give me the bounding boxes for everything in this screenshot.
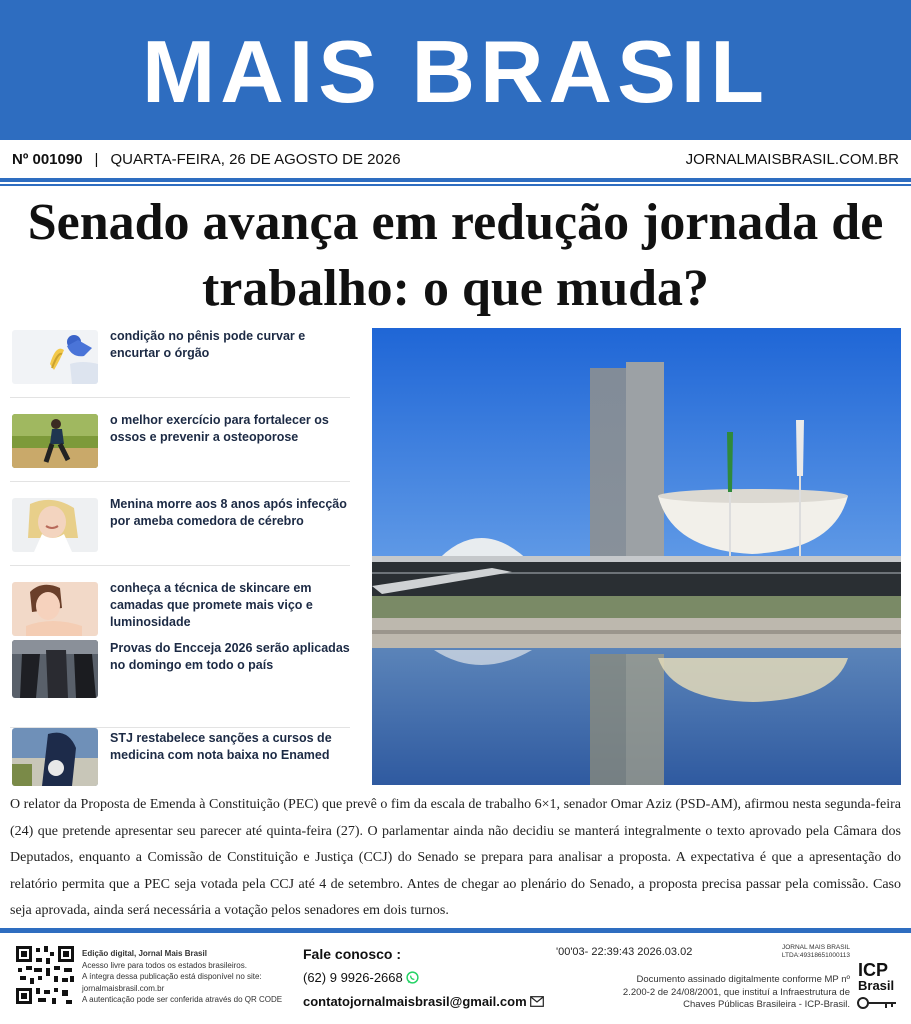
edition-number: Nº 001090	[12, 151, 83, 168]
info-separator: |	[94, 151, 99, 168]
news-item[interactable]	[10, 728, 355, 800]
list-divider	[10, 397, 350, 398]
contact-phone[interactable]	[303, 970, 558, 985]
edition-line[interactable]: jornalmaisbrasil.com.br	[82, 983, 165, 993]
icp-logo-subtext: Brasil	[858, 978, 895, 993]
news-item[interactable]	[10, 326, 355, 398]
edition-date: QUARTA-FEIRA, 26 DE AGOSTO DE 2026	[110, 151, 401, 168]
digital-edition-info	[82, 948, 302, 1006]
footer	[0, 934, 911, 1024]
news-thumbnail	[12, 582, 98, 636]
news-item[interactable]	[10, 410, 355, 482]
header-rule	[0, 178, 911, 182]
signer-info	[782, 944, 850, 960]
signature-statement	[580, 974, 850, 1012]
key-icon	[856, 995, 900, 1011]
header-rule-thin	[0, 184, 911, 186]
info-bar	[0, 140, 911, 178]
edition-title: Edição digital, Jornal Mais Brasil	[82, 949, 207, 958]
whatsapp-icon	[406, 970, 419, 985]
footer-rule	[0, 928, 911, 933]
edition-info	[12, 151, 401, 168]
edition-line: Acesso livre para todos os estados brasileiros.	[82, 960, 247, 970]
signature-line: Documento assinado digitalmente conforme MP nº	[636, 974, 850, 985]
news-thumbnail	[12, 640, 98, 698]
news-headline[interactable]: Provas do Encceja 2026 serão aplicadas no domingo em todo o país	[110, 641, 350, 672]
contact-title: Fale conosco :	[303, 946, 402, 962]
contact-email[interactable]	[303, 994, 558, 1009]
news-headline[interactable]: o melhor exercício para fortalecer os ossos e prevenir a osteoporose	[110, 413, 329, 444]
list-divider	[10, 565, 350, 566]
signature-line: 2.200-2 de 24/08/2001, que instituí a Infraestrutura de	[622, 986, 850, 998]
edition-line: A íntegra dessa publicação está disponível no site:	[82, 972, 262, 981]
signer-id: LTDA:49318651000113	[781, 952, 850, 959]
edition-line: A autenticação pode ser conferida através do QR CODE	[82, 995, 283, 1004]
news-thumbnail	[12, 414, 98, 468]
article-body: O relator da Proposta de Emenda à Constituição (PEC) que prevê o fim da escala de trabalho 6×1, senador Omar Aziz (PSD-AM), afirmou nesta segunda-feira (24) que pretende apresentar seu parecer até quinta-feira (27). O parlamentar ainda não decidiu se manterá integralmente o texto aprovado pela Câmara dos Deputados, enquanto a Comissão de Constituição e Justiça (CCJ) do Senado se prepara para analisar a proposta. A expectativa é que a apresentação do relatório permita que a PEC seja votada pela CCJ até 4 de setembro. Antes de chegar ao plenário do Senado, a proposta precisa passar pela comissão. Caso seja aprovada, ainda será necessária a votação pelos senadores em dois turnos.	[10, 797, 901, 918]
news-item[interactable]	[10, 638, 355, 728]
news-thumbnail	[12, 728, 98, 786]
main-headline	[0, 190, 911, 322]
news-item[interactable]	[10, 494, 355, 566]
news-headline[interactable]: condição no pênis pode curvar e encurtar o órgão	[110, 329, 306, 360]
news-headline[interactable]: conheça a técnica de skincare em camadas que promete mais viço e luminosidade	[110, 581, 313, 629]
icp-brasil-logo	[856, 960, 904, 1016]
qr-code[interactable]	[14, 944, 76, 1006]
masthead	[0, 0, 911, 140]
phone-number[interactable]: (62) 9 9926-2668	[303, 970, 403, 985]
congress-photo	[372, 328, 901, 785]
news-thumbnail	[12, 498, 98, 552]
newspaper-title: MAIS BRASIL	[142, 22, 769, 121]
list-divider	[10, 481, 350, 482]
headline-line-2: trabalho: o que muda?	[201, 260, 710, 317]
signer-name: JORNAL MAIS BRASIL	[781, 944, 850, 951]
envelope-icon	[530, 994, 544, 1009]
news-thumbnail	[12, 330, 98, 384]
email-address[interactable]: contatojornalmaisbrasil@gmail.com	[303, 994, 527, 1009]
related-news-list	[10, 326, 355, 788]
news-headline[interactable]: Menina morre aos 8 anos após infecção por ameba comedora de cérebro	[110, 497, 347, 528]
site-link[interactable]: JORNALMAISBRASIL.COM.BR	[685, 151, 899, 168]
contact-block	[303, 946, 558, 1009]
signature-line: Chaves Públicas Brasileira - ICP-Brasil.	[683, 999, 850, 1010]
news-headline[interactable]: STJ restabelece sanções a cursos de medicina com nota baixa no Enamed	[110, 731, 332, 762]
signature-timestamp: '00'03- 22:39:43 2026.03.02	[556, 946, 693, 958]
headline-line-1: Senado avança em redução jornada de	[27, 194, 884, 251]
icp-logo-text: ICP	[858, 960, 889, 980]
